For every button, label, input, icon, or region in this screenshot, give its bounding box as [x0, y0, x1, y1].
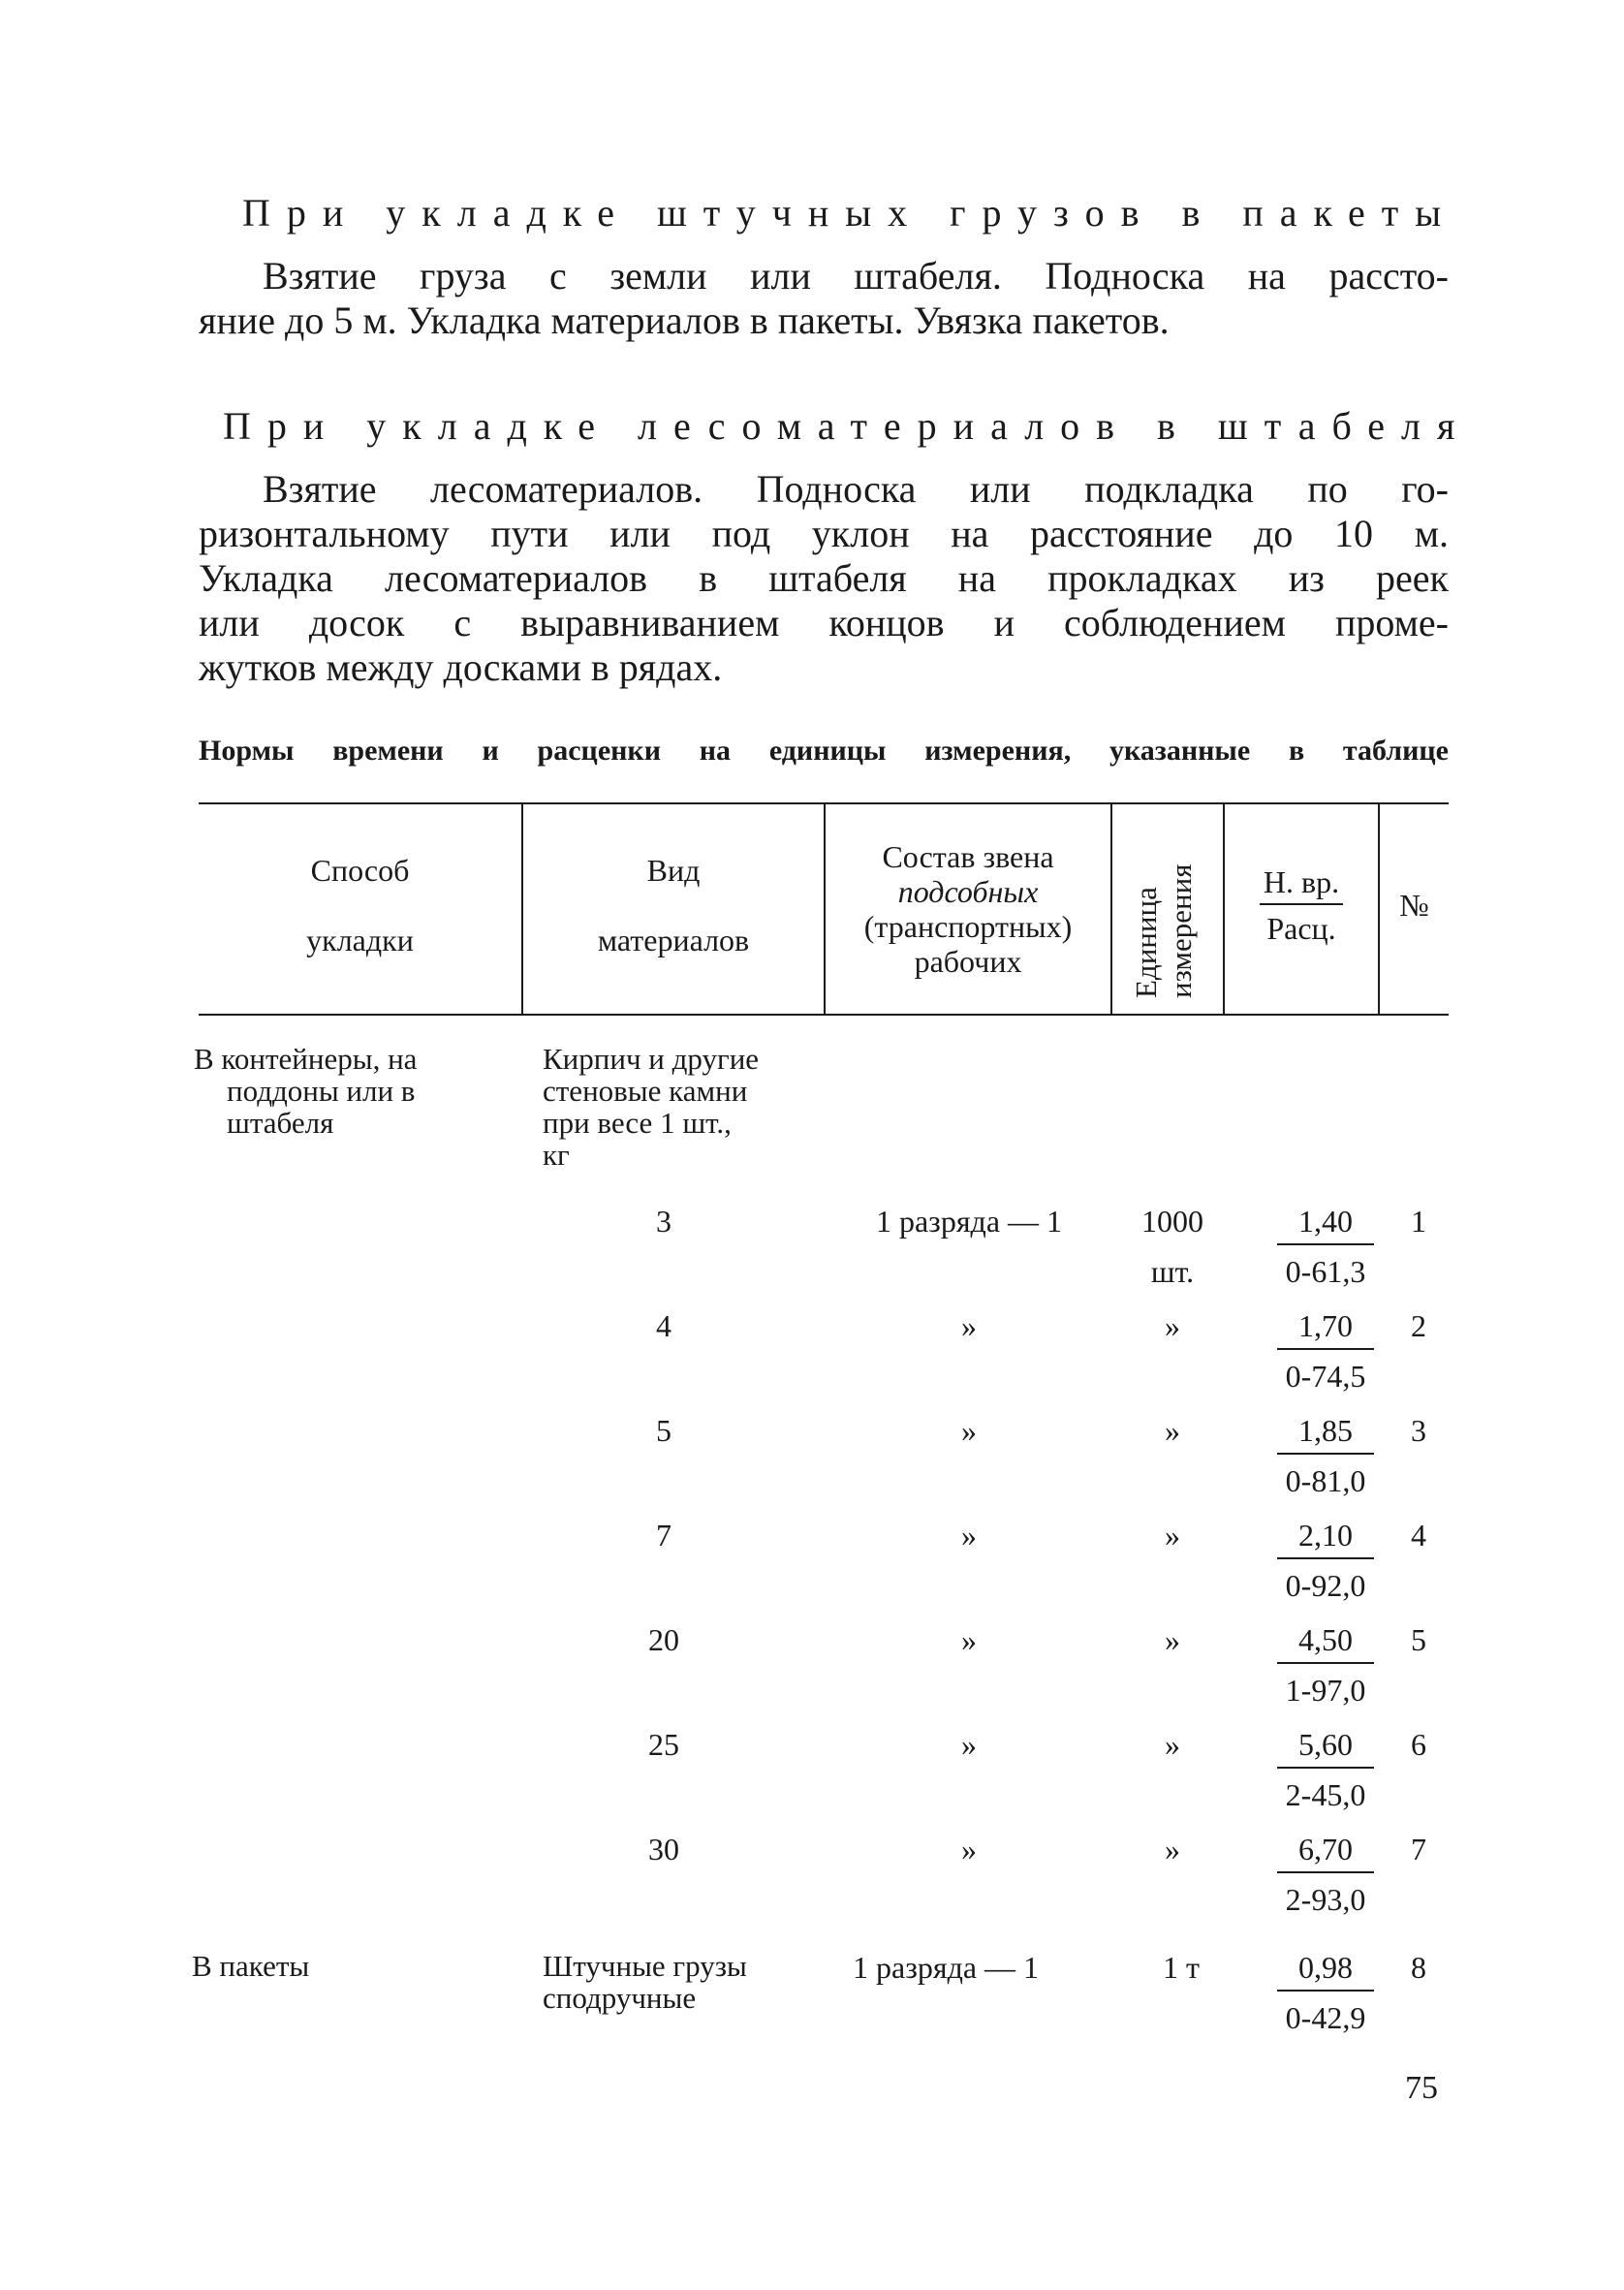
paragraph-line: жутков между досками в рядах. [199, 645, 723, 689]
header-norm-bottom: Расц. [1266, 911, 1336, 946]
weight-cell: 20 [648, 1622, 679, 1657]
paragraph-line: яние до 5 м. Укладка материалов в пакеты. Увязка пакетов. [199, 298, 1170, 342]
header-unit-line: Единица [1129, 887, 1163, 998]
norm-value: 1,85 [1277, 1413, 1374, 1455]
unit-cell: » [1165, 1832, 1180, 1867]
unit-cell: 1000 [1141, 1204, 1203, 1239]
header-norm-top: Н. вр. [1260, 864, 1343, 905]
weight-cell: 3 [656, 1204, 671, 1239]
method-cell-packages: В пакеты [192, 1949, 310, 1983]
header-method [199, 853, 521, 957]
unit-cell: » [1165, 1413, 1180, 1448]
norm-value: 1,70 [1277, 1308, 1374, 1350]
paragraph-line: Укладка лесоматериалов в штабеля на прокладках из реек [199, 556, 1449, 600]
method-line: штабеля [227, 1106, 334, 1140]
material-line: стеновые камни [543, 1074, 748, 1108]
paragraph-line: Взятие груза с земли или штабеля. Подноска на рассто- [263, 254, 1449, 298]
row-number: 7 [1411, 1832, 1426, 1867]
norm-value: 2,10 [1277, 1518, 1374, 1559]
norm-value: 4,50 [1277, 1622, 1374, 1664]
rate-value: 0-81,0 [1285, 1463, 1366, 1498]
rate-value: 1-97,0 [1285, 1673, 1366, 1708]
header-norm [1225, 864, 1378, 946]
rate-value: 0-61,3 [1285, 1254, 1366, 1289]
row-number: 2 [1411, 1308, 1426, 1343]
header-crew-line: подсобных [897, 874, 1039, 909]
crew-cell: » [961, 1727, 977, 1762]
crew-cell: » [961, 1518, 977, 1553]
crew-cell: » [961, 1308, 977, 1343]
method-line: поддоны или в [227, 1074, 416, 1108]
material-line: при весе 1 шт., [543, 1106, 732, 1140]
paragraph-line: или досок с выравниванием концов и соблюдением проме- [199, 601, 1449, 644]
unit-cell: шт. [1150, 1254, 1195, 1289]
header-material [523, 853, 824, 957]
crew-cell: » [961, 1622, 977, 1657]
column-divider [1110, 804, 1112, 1014]
section-heading-packages: При укладке штучных грузов в пакеты [242, 191, 1458, 235]
crew-cell: » [961, 1413, 977, 1448]
header-crew-line: (транспортных) [863, 909, 1073, 944]
section-heading-timber: При укладке лесоматериалов в штабеля [223, 404, 1472, 448]
paragraph-line: Взятие лесоматериалов. Подноска или подкладка по го- [263, 467, 1449, 511]
header-crew-line: Состав звена [882, 839, 1054, 874]
crew-cell: 1 разряда — 1 [875, 1204, 1063, 1239]
weight-cell: 4 [656, 1308, 671, 1343]
unit-cell: 1 т [1163, 1950, 1200, 1985]
rate-value: 2-45,0 [1285, 1777, 1366, 1812]
norm-value: 0,98 [1277, 1950, 1374, 1992]
unit-cell: » [1165, 1727, 1180, 1762]
unit-cell: » [1165, 1622, 1180, 1657]
row-number: 5 [1411, 1622, 1426, 1657]
material-line: кг [543, 1138, 570, 1172]
section-paragraph-packages [199, 254, 1449, 343]
table-header-rule [199, 1014, 1449, 1016]
method-cell [194, 1043, 509, 1139]
header-material-line: Вид [646, 853, 701, 888]
section-paragraph-timber [199, 467, 1449, 690]
header-unit-line: измерения [1164, 863, 1198, 998]
norm-value: 1,40 [1277, 1204, 1374, 1245]
material-line: сподручные [543, 1981, 697, 2015]
weight-cell: 5 [656, 1413, 671, 1448]
header-method-line: укладки [306, 923, 414, 957]
header-method-line: Способ [310, 853, 410, 888]
paragraph-line: ризонтальному пути или под уклон на расстояние до 10 м. [199, 512, 1449, 555]
row-number: 3 [1411, 1413, 1426, 1448]
header-crew-line: рабочих [914, 944, 1022, 979]
header-material-line: материалов [597, 923, 750, 957]
weight-cell: 7 [656, 1518, 671, 1553]
page-number: 75 [1405, 2070, 1438, 2106]
row-number: 8 [1411, 1950, 1426, 1985]
rate-value: 0-74,5 [1285, 1359, 1366, 1394]
material-line: Штучные грузы [543, 1949, 747, 1983]
crew-cell: » [961, 1832, 977, 1867]
row-number: 1 [1411, 1204, 1426, 1239]
unit-cell: » [1165, 1308, 1180, 1343]
norm-value: 5,60 [1277, 1727, 1374, 1769]
row-number: 4 [1411, 1518, 1426, 1553]
rate-value: 2-93,0 [1285, 1882, 1366, 1917]
method-line: В контейнеры, на [194, 1042, 418, 1076]
material-cell [543, 1043, 819, 1171]
weight-cell: 25 [648, 1727, 679, 1762]
row-number: 6 [1411, 1727, 1426, 1762]
rate-value: 0-92,0 [1285, 1568, 1366, 1603]
weight-cell: 30 [648, 1832, 679, 1867]
material-line: Кирпич и другие [543, 1042, 760, 1076]
unit-cell: » [1165, 1518, 1180, 1553]
rate-value: 0-42,9 [1285, 2000, 1366, 2035]
header-number: № [1399, 888, 1429, 923]
header-crew [826, 839, 1110, 979]
crew-cell: 1 разряда — 1 [853, 1950, 1040, 1985]
material-cell-packages [543, 1950, 819, 2014]
table-caption: Нормы времени и расценки на единицы измерения, указанные в таблице [199, 735, 1449, 767]
norm-value: 6,70 [1277, 1832, 1374, 1873]
